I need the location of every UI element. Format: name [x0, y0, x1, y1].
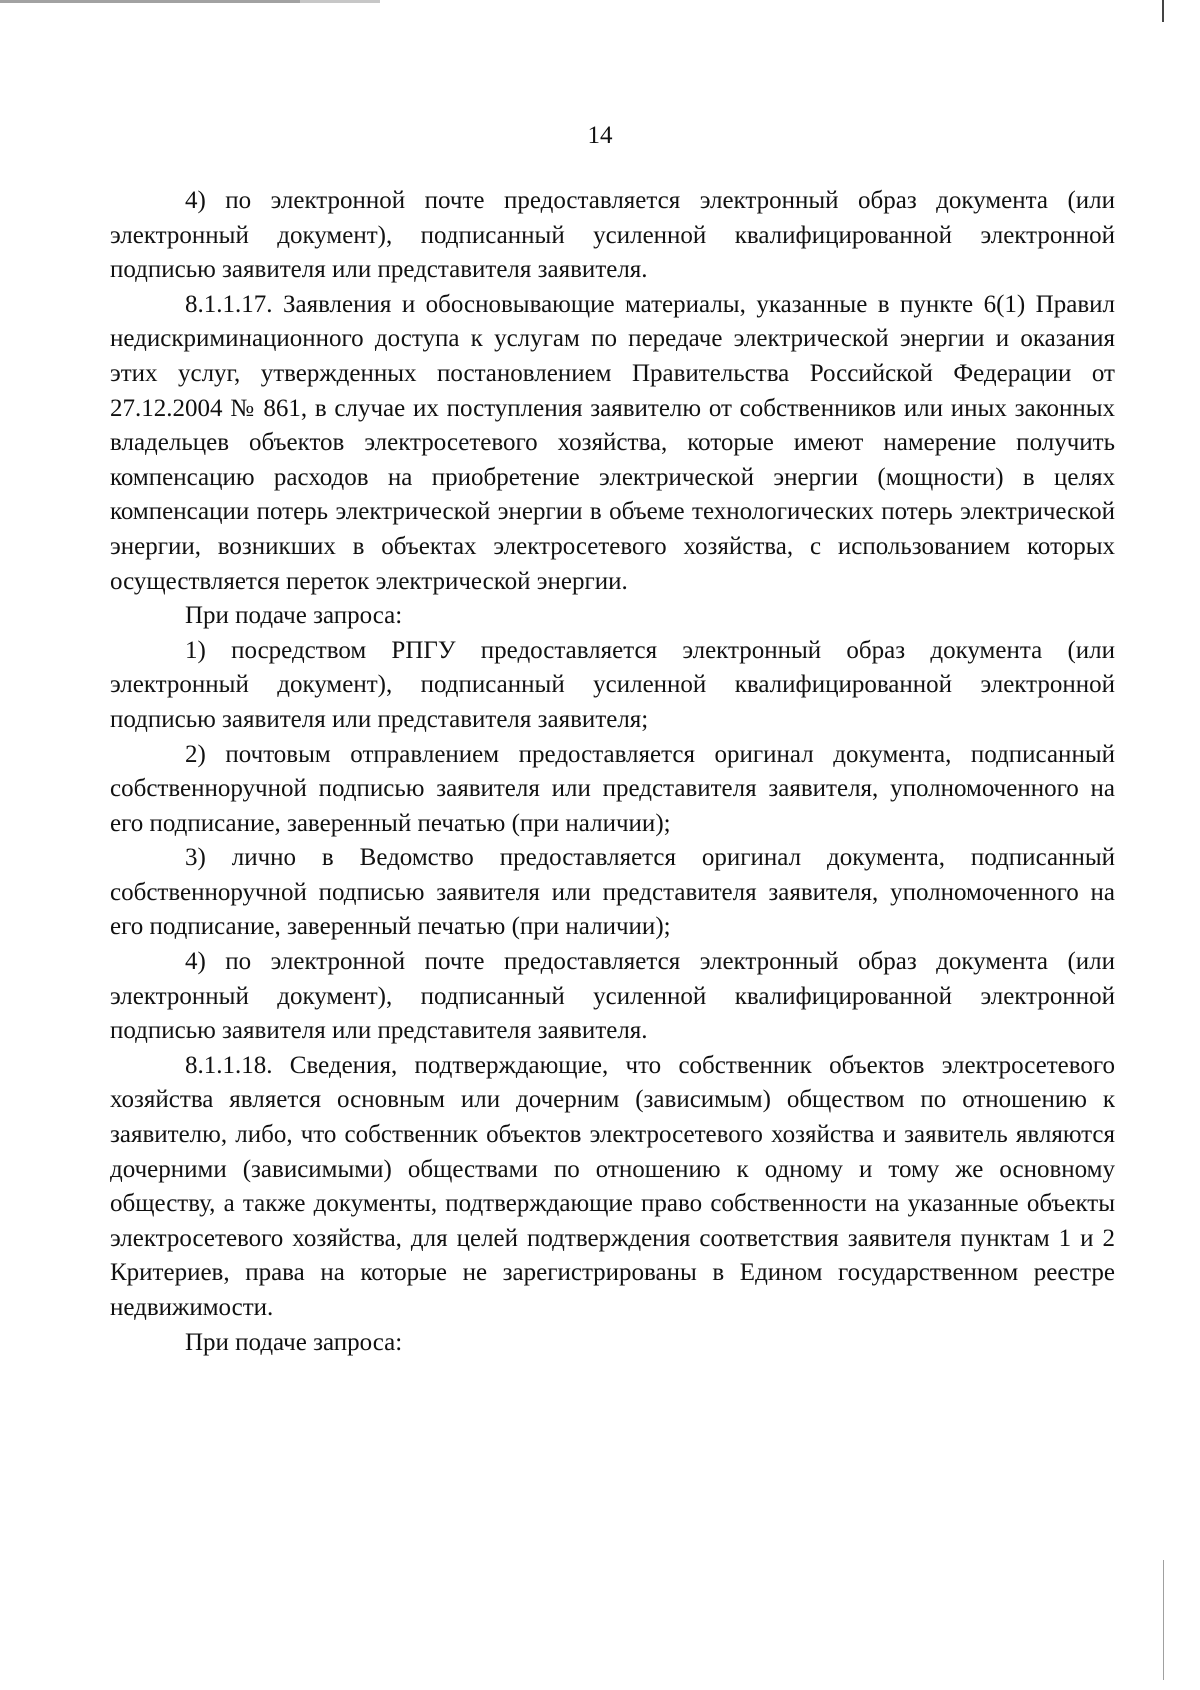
paragraph-item-1-rpgu: 1) посредством РПГУ предоставляется электронный образ документа (или электронный документ), подписанный усиленной квалифицированной электронной подписью заявителя или представителя заявителя;	[110, 636, 1115, 733]
paragraph-item-4-email: 4) по электронной почте предоставляется электронный образ документа (или электронный документ), подписанный усиленной квалифицированной электронной подписью заявителя или представителя заявителя.	[110, 187, 1115, 284]
scan-edge-mark-top-right	[1162, 0, 1164, 22]
paragraph-item-4-email: 4) по электронной почте предоставляется электронный образ документа (или электронный документ), подписанный усиленной квалифицированной электронной подписью заявителя или представителя заявителя.	[110, 948, 1115, 1045]
scan-edge-top	[0, 0, 1200, 3]
paragraph-item-2-post: 2) почтовым отправлением предоставляется оригинал документа, подписанный собственноручной подписью заявителя или представителя заявителя, уполномоченного на его подписание, заверенный печатью (при наличии);	[110, 740, 1115, 837]
paragraph-item-3-in-person: 3) лично в Ведомство предоставляется оригинал документа, подписанный собственноручной подписью заявителя или представителя заявителя, уполномоченного на его подписание, заверенный печатью (при наличии);	[110, 844, 1115, 941]
document-body	[110, 184, 1115, 1360]
scan-edge-mark-bottom-right	[1163, 1560, 1164, 1680]
paragraph-request-intro: При подаче запроса:	[185, 1328, 403, 1356]
paragraph-8-1-1-18: 8.1.1.18. Сведения, подтверждающие, что собственник объектов электросетевого хозяйства является основным или дочерним (зависимым) обществом по отношению к заявителю, либо, что собственник объектов электросетевого хозяйства и заявитель являются дочерними (зависимыми) обществами по отношению к одному и тому же основному обществу, а также документы, подтверждающие право собственности на указанные объекты электросетевого хозяйства, для целей подтверждения соответствия заявителя пунктам 1 и 2 Критериев, права на которые не зарегистрированы в Едином государственном реестре недвижимости.	[110, 1051, 1115, 1321]
paragraph-request-intro: При подаче запроса:	[185, 602, 403, 630]
page-number: 14	[587, 122, 613, 149]
paragraph-8-1-1-17: 8.1.1.17. Заявления и обосновывающие материалы, указанные в пункте 6(1) Правил недискриминационного доступа к услугам по передаче электрической энергии и оказания этих услуг, утвержденных постановлением Правительства Российской Федерации от 27.12.2004 № 861, в случае их поступления заявителю от собственников или иных законных владельцев объектов электросетевого хозяйства, которые имеют намерение получить компенсацию расходов на приобретение электрической энергии (мощности) в целях компенсации потерь электрической энергии в объеме технологических потерь электрической энергии, возникших в объектах электросетевого хозяйства, с использованием которых осуществляется переток электрической энергии.	[110, 290, 1115, 595]
